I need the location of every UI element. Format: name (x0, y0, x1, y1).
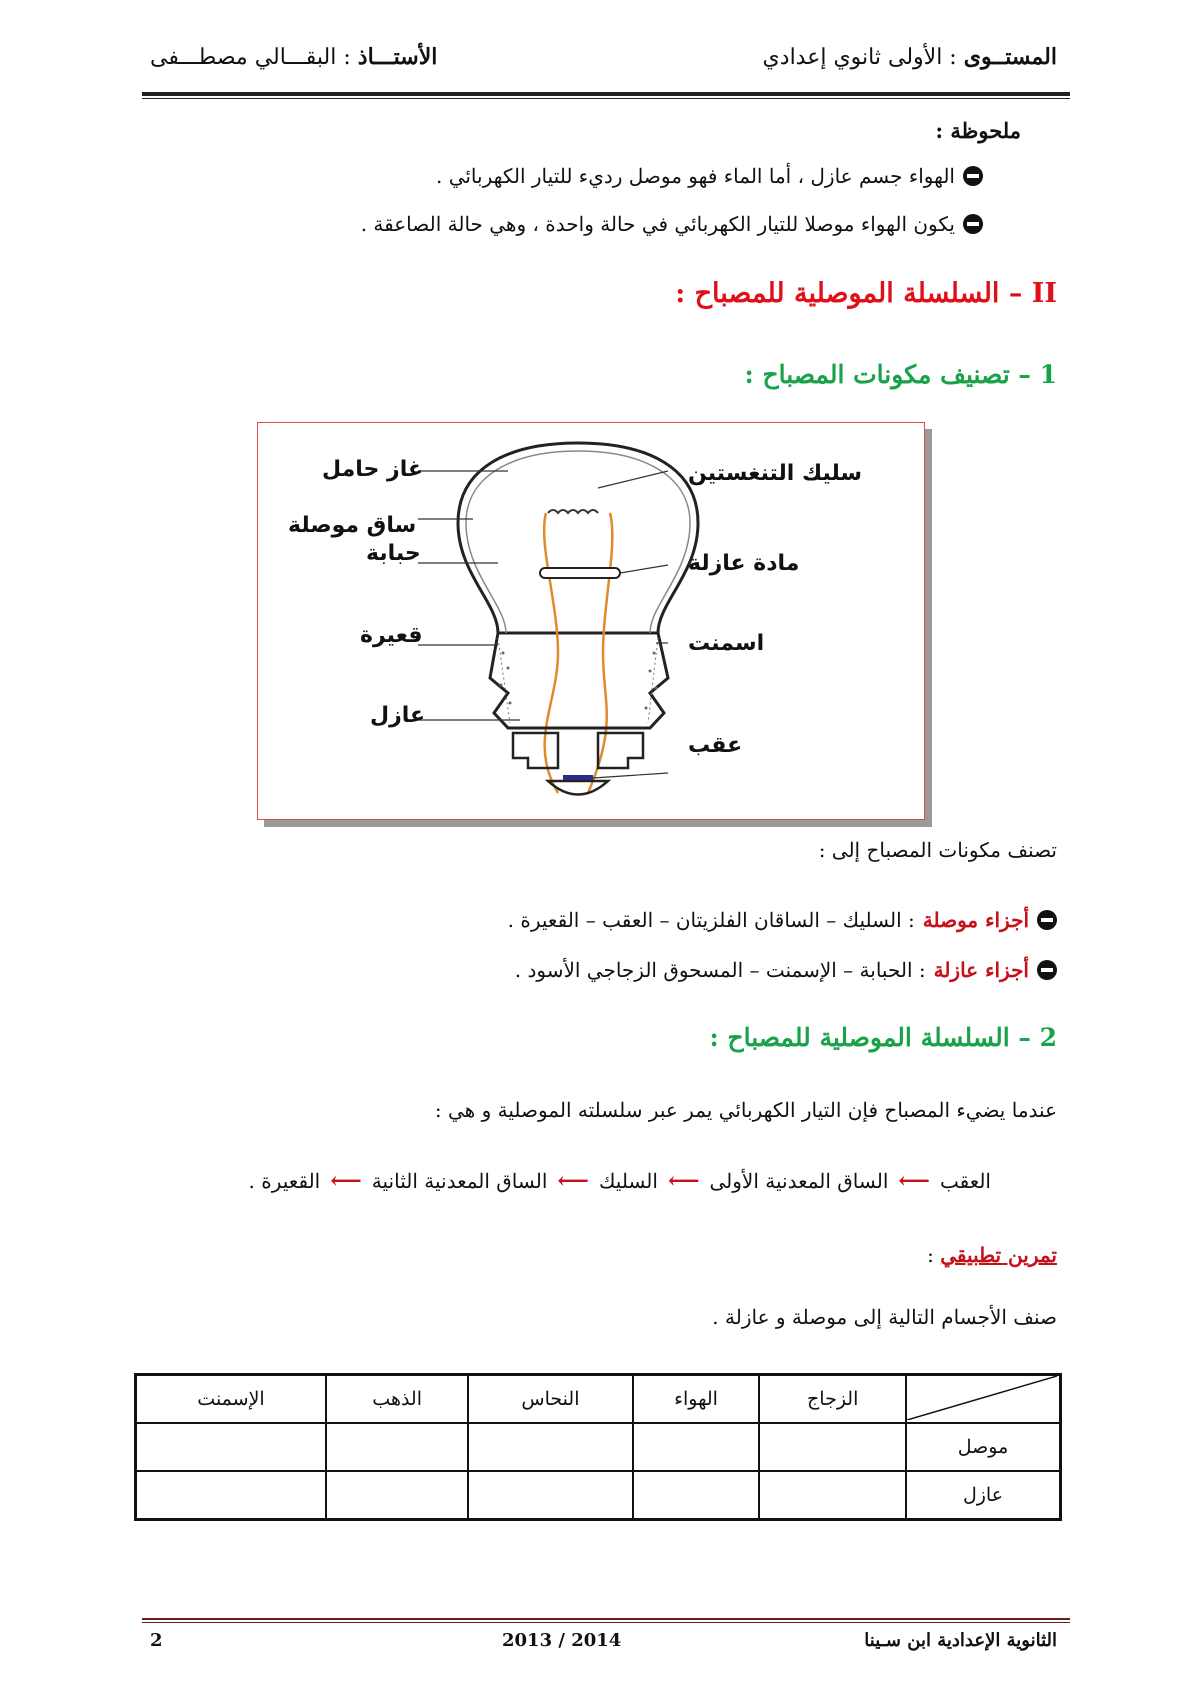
note-label: ملحوظة : (935, 118, 1021, 143)
label-conductive-stem: ساق موصلة (288, 513, 417, 538)
stem-wire-1 (544, 513, 558, 793)
column-header: الزجاج (759, 1375, 906, 1424)
arrow-left-icon: ⟵ (330, 1168, 362, 1194)
answer-cell[interactable] (136, 1423, 327, 1471)
teacher-header (150, 44, 437, 70)
label-cement: اسمنت (688, 631, 765, 656)
note-text-1: الهواء جسم عازل ، أما الماء فهو موصل رديء للتيار الكهربائي . (435, 164, 955, 188)
classify-intro: تصنف مكونات المصباح إلى : (818, 838, 1057, 862)
insulating-items: : الحبابة – الإسمنت – المسحوق الزجاجي الأسود . (514, 958, 926, 982)
chain-intro: عندما يضيء المصباح فإن التيار الكهربائي يمر عبر سلسلته الموصلية و هي : (434, 1098, 1057, 1122)
note-text-2: يكون الهواء موصلا للتيار الكهربائي في حالة واحدة ، وهي حالة الصاعقة . (360, 212, 955, 236)
arrow-left-icon: ⟵ (667, 1168, 700, 1194)
exercise-instruction: صنف الأجسام التالية إلى موصلة و عازلة . (712, 1305, 1057, 1329)
level-label: المستــوى (963, 44, 1057, 70)
bullet-icon (1037, 960, 1057, 980)
teacher-value: : البقـــالي مصطـــفى (150, 45, 351, 70)
bullet-icon (963, 166, 983, 186)
answer-cell[interactable] (326, 1423, 468, 1471)
lamp-diagram (257, 422, 925, 820)
level-header (763, 44, 1057, 70)
conductive-items: : السليك – الساقان الفلزيتان – العقب – القعيرة . (507, 908, 915, 932)
lamp-cap (490, 633, 668, 728)
answer-cell[interactable] (633, 1471, 760, 1520)
label-insulating-material: مادة عازلة (688, 551, 800, 576)
answer-cell[interactable] (326, 1471, 468, 1520)
conduction-chain (249, 1168, 991, 1194)
footer-school: الثانوية الإعدادية ابن سـينا (864, 1630, 1057, 1651)
column-header: النحاس (468, 1375, 632, 1424)
label-cap-base: قعيرة (360, 623, 423, 648)
table-row (136, 1471, 1061, 1520)
header-rule (142, 92, 1070, 96)
insulating-parts (515, 958, 1057, 982)
bullet-icon (1037, 910, 1057, 930)
footer-year: 2013 / 2014 (502, 1630, 622, 1651)
table-header-row (136, 1375, 1061, 1424)
answer-cell[interactable] (759, 1423, 906, 1471)
conductive-parts (508, 908, 1057, 932)
row-header: موصل (906, 1423, 1061, 1471)
label-bulb: حبابة (366, 541, 421, 566)
answer-cell[interactable] (468, 1423, 632, 1471)
conductive-label: أجزاء موصلة (922, 908, 1029, 932)
chain-step-4: الساق المعدنية الثانية (371, 1169, 548, 1193)
footer-rule (142, 1618, 1070, 1620)
stem-wire-2 (588, 513, 612, 793)
label-insulator: عازل (370, 703, 426, 728)
header-rule-thin (142, 98, 1070, 99)
row-header: عازل (906, 1471, 1061, 1520)
chain-step-2: الساق المعدنية الأولى (709, 1169, 889, 1193)
diagonal-corner-cell (906, 1375, 1061, 1424)
label-base: عقب (688, 733, 743, 758)
answer-cell[interactable] (136, 1471, 327, 1520)
chain-step-5: القعيرة . (248, 1169, 321, 1193)
column-header: الهواء (633, 1375, 760, 1424)
level-value: : الأولى ثانوي إعدادي (762, 45, 957, 70)
subsection-2-title: 2 – السلسلة الموصلية للمصباح : (709, 1023, 1057, 1052)
exercise-heading (927, 1243, 1057, 1267)
answer-cell[interactable] (759, 1471, 906, 1520)
diagonal-line (907, 1376, 1057, 1420)
insulating-label: أجزاء عازلة (933, 958, 1029, 982)
teacher-label: الأستـــاذ (357, 44, 438, 70)
note-item-2 (361, 212, 983, 236)
exercise-colon: : (927, 1243, 934, 1267)
label-tungsten-filament: سليك التنغستين (688, 461, 863, 486)
arrow-left-icon: ⟵ (557, 1168, 589, 1194)
table-row (136, 1423, 1061, 1471)
column-header: الذهب (326, 1375, 468, 1424)
bullet-icon (963, 214, 983, 234)
section-title: II – السلسلة الموصلية للمصباح : (675, 278, 1057, 309)
arrow-left-icon: ⟵ (898, 1168, 930, 1194)
insulator-left (513, 733, 558, 768)
page-number: 2 (150, 1630, 163, 1651)
note-item-1 (436, 164, 983, 188)
classification-table (134, 1373, 1062, 1521)
chain-step-3: السليك (598, 1169, 658, 1193)
answer-cell[interactable] (468, 1471, 632, 1520)
chain-step-1: العقب (939, 1169, 991, 1193)
footer-rule-thin (142, 1622, 1070, 1623)
subsection-1-title: 1 – تصنيف مكونات المصباح : (744, 360, 1057, 389)
label-carrier-gas: غاز حامل (322, 457, 423, 482)
exercise-label: تمرين تطبيقي (940, 1243, 1057, 1267)
insulating-bar (540, 568, 620, 578)
column-header: الإسمنت (136, 1375, 327, 1424)
answer-cell[interactable] (633, 1423, 760, 1471)
filament (548, 510, 598, 513)
